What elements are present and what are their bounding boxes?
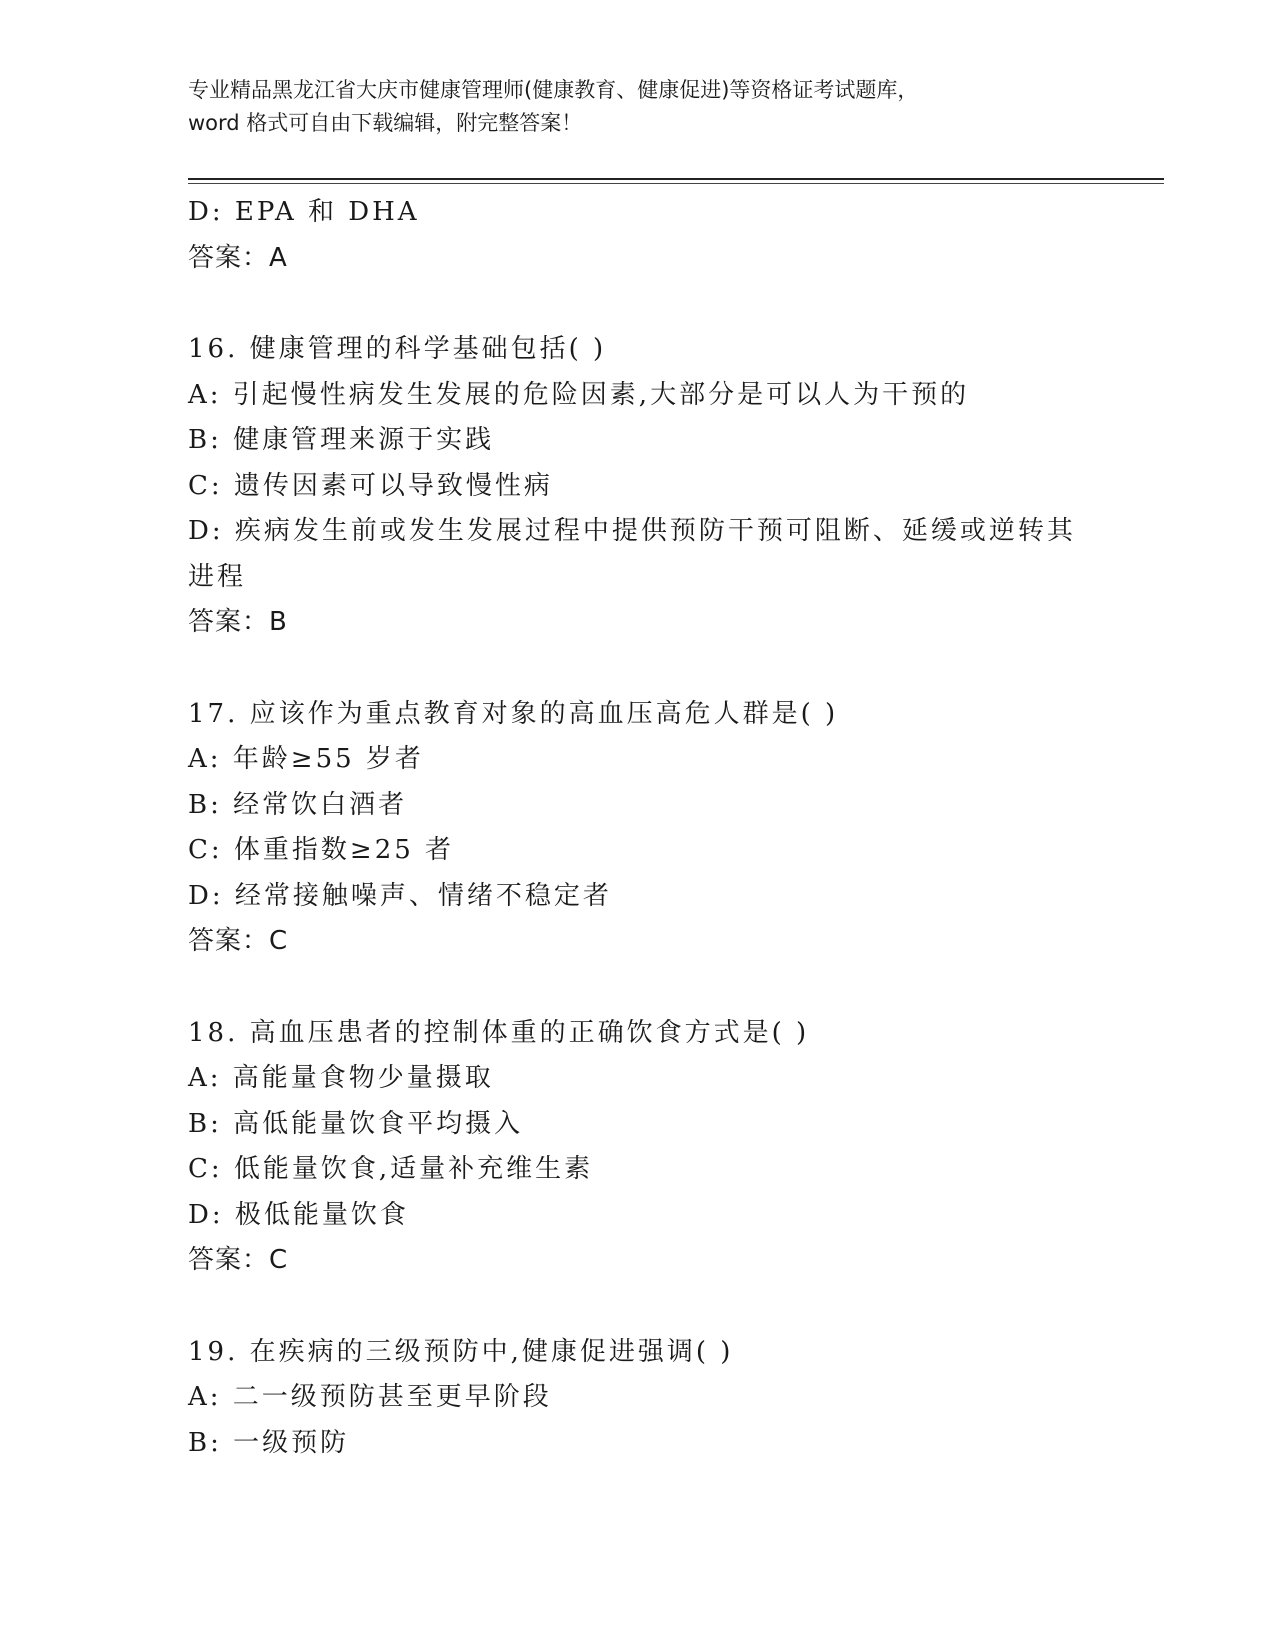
option-c: C: 遗传因素可以导致慢性病	[188, 470, 553, 501]
option-d: D: 经常接触噪声、情绪不稳定者	[188, 880, 612, 911]
option-d-continued: 进程	[188, 561, 247, 592]
header-divider-thin	[188, 183, 1164, 184]
option-c: C: 体重指数≥25 者	[188, 835, 455, 865]
header-divider-thick	[188, 178, 1164, 180]
answer: 答案：C	[188, 926, 289, 956]
option-a: A: 年龄≥55 岁者	[188, 744, 424, 774]
header-line-1: 专业精品黑龙江省大庆市健康管理师(健康教育、健康促进)等资格证考试题库，	[188, 78, 919, 102]
question-17	[188, 692, 1088, 965]
question-16	[188, 327, 1088, 646]
option-d: D: 极低能量饮食	[188, 1199, 409, 1230]
option-d: D: 疾病发生前或发生发展过程中提供预防干预可阻断、延缓或逆转其	[188, 516, 1076, 546]
answer: 答案：A	[188, 242, 288, 273]
question-15-tail	[188, 190, 1088, 281]
question-text: 17. 应该作为重点教育对象的高血压高危人群是( )	[188, 698, 839, 729]
option-b: B: 一级预防	[188, 1427, 350, 1458]
option-a: A: 高能量食物少量摄取	[188, 1063, 494, 1093]
header-line-2: word 格式可自由下载编辑，附完整答案！	[188, 111, 583, 135]
question-19	[188, 1330, 1088, 1467]
answer: 答案：C	[188, 1245, 289, 1275]
question-text: 18. 高血压患者的控制体重的正确饮食方式是( )	[188, 1017, 810, 1048]
question-text: 16. 健康管理的科学基础包括( )	[188, 334, 607, 364]
option-b: B: 健康管理来源于实践	[188, 425, 495, 455]
option-b: B: 经常饮白酒者	[188, 789, 408, 820]
option-c: C: 低能量饮食,适量补充维生素	[188, 1154, 594, 1184]
option-a: A: 引起慢性病发生发展的危险因素,大部分是可以人为干预的	[188, 379, 970, 410]
option-a: A: 二一级预防甚至更早阶段	[188, 1382, 552, 1412]
option-d: D: EPA 和 DHA	[188, 197, 420, 227]
option-b: B: 高低能量饮食平均摄入	[188, 1108, 524, 1139]
answer: 答案：B	[188, 607, 288, 637]
document-header	[188, 74, 1068, 140]
question-list	[188, 190, 1088, 1466]
question-text: 19. 在疾病的三级预防中,健康促进强调( )	[188, 1336, 734, 1367]
question-18	[188, 1011, 1088, 1284]
